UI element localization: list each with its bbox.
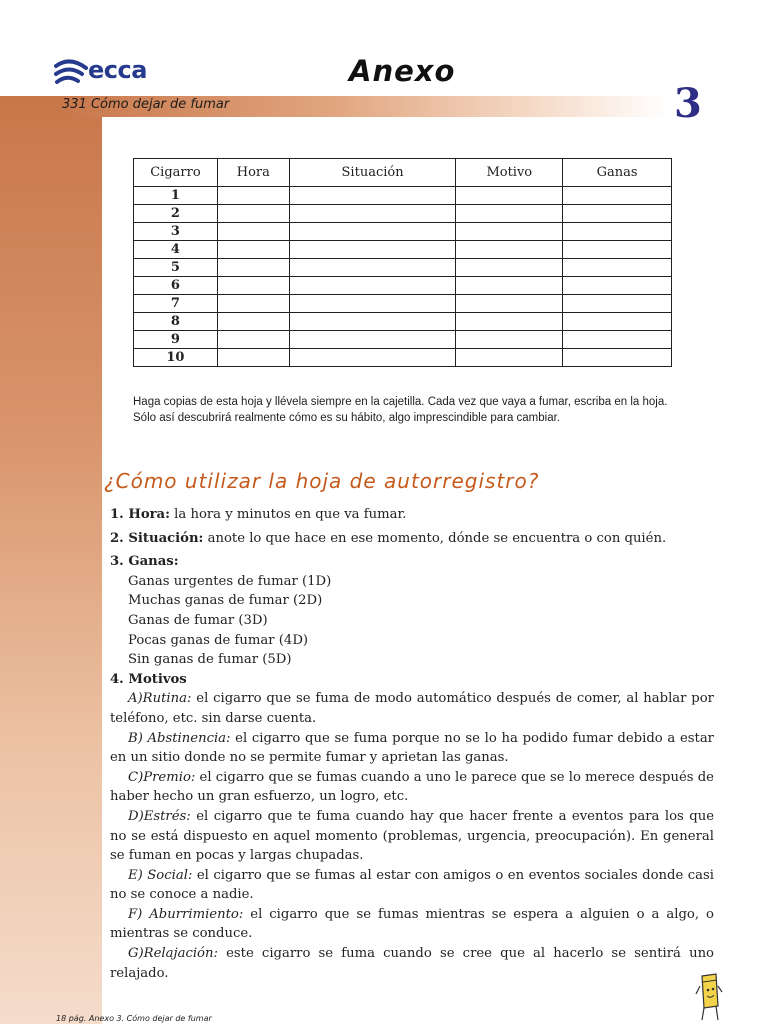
item-label: 4. Motivos xyxy=(110,671,187,687)
table-cell[interactable] xyxy=(289,277,456,295)
table-cell[interactable] xyxy=(217,349,289,367)
motivo-item xyxy=(110,729,714,768)
table-cell[interactable] xyxy=(289,295,456,313)
row-number: 5 xyxy=(134,259,218,277)
motivo-item xyxy=(110,807,714,866)
table-cell[interactable] xyxy=(289,313,456,331)
table-row xyxy=(134,331,672,349)
table-cell[interactable] xyxy=(456,259,563,277)
motivo-text: el cigarro que se fuma de modo automático después de comer, al hablar por teléfono, etc. sin darse cuenta. xyxy=(110,691,714,726)
mascot-illustration-icon xyxy=(694,970,724,1024)
motivo-label: F) Aburrimiento: xyxy=(128,906,244,922)
ganas-option: Ganas de fumar (3D) xyxy=(128,612,268,628)
table-cell[interactable] xyxy=(217,205,289,223)
table-row xyxy=(134,295,672,313)
column-header-cigarro: Cigarro xyxy=(134,159,218,187)
table-cell[interactable] xyxy=(289,259,456,277)
table-cell[interactable] xyxy=(289,331,456,349)
motivo-label: G)Relajación: xyxy=(128,946,218,962)
logo-text: ecca xyxy=(88,56,147,84)
table-cell[interactable] xyxy=(563,205,672,223)
radio-waves-icon xyxy=(54,54,88,88)
row-number: 7 xyxy=(134,295,218,313)
table-row xyxy=(134,241,672,259)
motivo-item xyxy=(110,866,714,905)
side-gradient-bar xyxy=(0,96,102,1024)
row-number: 8 xyxy=(134,313,218,331)
motivo-text: el cigarro que te fuma cuando hay que hacer frente a eventos para los que no se está dispuesto en aquel momento (problemas, urgencia, preocupación). En general se fuman en pocas y largas chupadas. xyxy=(110,808,714,864)
instructions-body xyxy=(110,505,714,983)
motivo-label: B) Abstinencia: xyxy=(128,730,231,746)
row-number: 1 xyxy=(134,187,218,205)
column-header-motivo: Motivo xyxy=(456,159,563,187)
table-row xyxy=(134,259,672,277)
motivo-label: C)Premio: xyxy=(128,769,196,785)
table-row xyxy=(134,277,672,295)
table-cell[interactable] xyxy=(217,259,289,277)
item-situacion xyxy=(110,529,714,549)
table-cell[interactable] xyxy=(456,205,563,223)
motivo-text: el cigarro que se fuma porque no se lo ha podido fumar debido a estar en un sitio donde no se permite fumar y aprietan las ganas. xyxy=(110,730,714,766)
motivo-item xyxy=(110,768,714,807)
table-cell[interactable] xyxy=(289,205,456,223)
table-cell[interactable] xyxy=(563,277,672,295)
table-row xyxy=(134,205,672,223)
table-cell[interactable] xyxy=(456,277,563,295)
column-header-situacion: Situación xyxy=(289,159,456,187)
item-hora xyxy=(110,505,714,525)
row-number: 9 xyxy=(134,331,218,349)
table-cell[interactable] xyxy=(563,259,672,277)
table-cell[interactable] xyxy=(217,277,289,295)
instructions-note: Haga copias de esta hoja y llévela siempre en la cajetilla. Cada vez que vaya a fumar, escriba en la hoja. Sólo así descubrirá realmente cómo es su hábito, algo imprescindible para cambiar. xyxy=(133,396,668,424)
column-header-ganas: Ganas xyxy=(563,159,672,187)
ecca-logo xyxy=(54,54,164,88)
table-cell[interactable] xyxy=(217,223,289,241)
row-number: 6 xyxy=(134,277,218,295)
item-text: la hora y minutos en que va fumar. xyxy=(169,507,407,522)
row-number: 10 xyxy=(134,349,218,367)
table-cell[interactable] xyxy=(456,349,563,367)
ganas-option: Sin ganas de fumar (5D) xyxy=(128,652,292,668)
table-cell[interactable] xyxy=(456,241,563,259)
table-cell[interactable] xyxy=(289,241,456,259)
motivo-item xyxy=(110,944,714,983)
motivo-item xyxy=(110,689,714,728)
table-cell[interactable] xyxy=(563,331,672,349)
table-cell[interactable] xyxy=(289,223,456,241)
table-row xyxy=(134,313,672,331)
column-header-hora: Hora xyxy=(217,159,289,187)
section-title: ¿Cómo utilizar la hoja de autorregistro? xyxy=(104,469,540,493)
motivo-text: el cigarro que se fumas mientras se espera a alguien o a algo, o mientras se conduce. xyxy=(110,906,714,942)
table-row xyxy=(134,223,672,241)
table-cell[interactable] xyxy=(563,223,672,241)
table-cell[interactable] xyxy=(456,313,563,331)
table-cell[interactable] xyxy=(563,349,672,367)
table-cell[interactable] xyxy=(563,295,672,313)
row-number: 2 xyxy=(134,205,218,223)
table-cell[interactable] xyxy=(217,295,289,313)
motivo-text: el cigarro que se fumas cuando a uno le parece que se lo merece después de haber hecho un gran esfuerzo, un logro, etc. xyxy=(110,769,714,805)
self-record-table xyxy=(133,158,672,367)
row-number: 4 xyxy=(134,241,218,259)
item-label: 3. Ganas: xyxy=(110,554,179,570)
item-ganas xyxy=(110,552,714,572)
table-row xyxy=(134,349,672,367)
item-label: 2. Situación: xyxy=(110,530,204,546)
motivo-label: D)Estrés: xyxy=(128,808,191,824)
item-label: 1. Hora: xyxy=(110,507,170,522)
table-cell[interactable] xyxy=(456,295,563,313)
table-cell[interactable] xyxy=(456,223,563,241)
table-cell[interactable] xyxy=(289,349,456,367)
table-cell[interactable] xyxy=(289,187,456,205)
motivo-item xyxy=(110,905,714,944)
ganas-option: Ganas urgentes de fumar (1D) xyxy=(128,573,332,589)
ganas-option: Muchas ganas de fumar (2D) xyxy=(128,593,323,609)
motivo-label: E) Social: xyxy=(128,867,193,883)
table-cell[interactable] xyxy=(563,241,672,259)
table-cell[interactable] xyxy=(563,313,672,331)
table-cell[interactable] xyxy=(217,241,289,259)
table-cell[interactable] xyxy=(456,187,563,205)
table-row xyxy=(134,187,672,205)
page-title: Anexo xyxy=(349,54,456,88)
ganas-option: Pocas ganas de fumar (4D) xyxy=(128,632,309,648)
row-number: 3 xyxy=(134,223,218,241)
motivo-text: este cigarro se fuma cuando se cree que al hacerlo se sentirá uno relajado. xyxy=(110,946,714,981)
page-footer: 18 pág. Anexo 3. Cómo dejar de fumar xyxy=(56,1014,212,1023)
table-cell[interactable] xyxy=(217,331,289,349)
unit-number: 3 xyxy=(674,80,702,127)
item-motivos xyxy=(110,670,714,690)
table-cell[interactable] xyxy=(563,187,672,205)
table-header-row xyxy=(134,159,672,187)
motivo-label: A)Rutina: xyxy=(128,691,192,707)
table-cell[interactable] xyxy=(217,313,289,331)
header-label: 331 Cómo dejar de fumar xyxy=(62,97,230,112)
item-text: anote lo que hace en ese momento, dónde se encuentra o con quién. xyxy=(203,530,667,546)
table-cell[interactable] xyxy=(456,331,563,349)
table-cell[interactable] xyxy=(217,187,289,205)
motivo-text: el cigarro que se fumas al estar con amigos o en eventos sociales donde casi no se conoce a nadie. xyxy=(110,867,714,903)
